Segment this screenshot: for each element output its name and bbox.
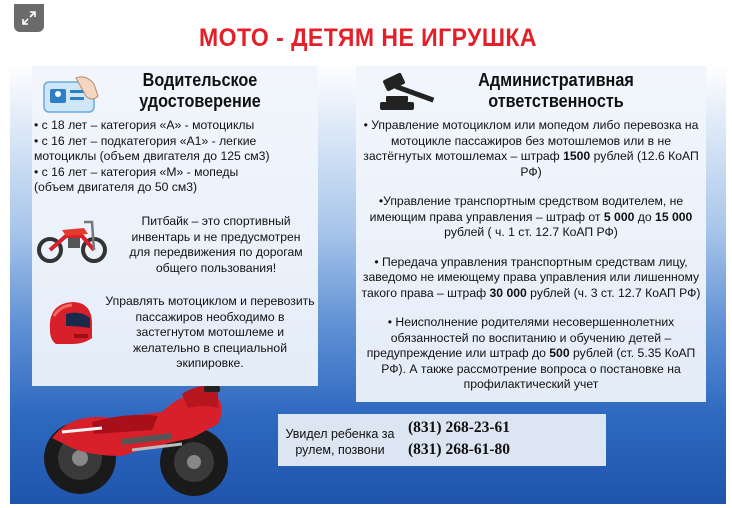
license-panel — [32, 66, 318, 386]
phone-number[interactable]: (831) 268-23-61 — [408, 419, 511, 436]
motorcycle-image — [32, 372, 242, 500]
helmet-line: застегнутом мотошлеме и — [135, 325, 285, 339]
admin-item-2: •Управление транспортным средством водителем, не имеющим права управления – штраф от 5 000 до 15 000 рублей ( ч. 1 ст. 12.7 КоАП РФ) — [369, 194, 693, 239]
license-line: • с 16 лет – категория «М» - мопеды — [34, 164, 239, 179]
pitbike-line: инвентарь и не предусмотрен — [131, 229, 301, 244]
gavel-icon — [378, 70, 440, 114]
helmet-line: пассажиров необходимо в — [135, 309, 285, 324]
phone-number[interactable]: (831) 268-61-80 — [408, 441, 511, 458]
helmet-line: желательно в специальной — [133, 340, 287, 355]
license-line: • с 18 лет – категория «А» - мотоциклы — [34, 118, 255, 132]
admin-item-3: • Передача управления транспортным средствам лицу, заведомо не имеющему права управления или лишенному такого права – штраф 30 000 рублей (ч. 3 ст. 12.7 КоАП РФ) — [361, 254, 701, 300]
license-line: мотоциклы (объем двигателя до 125 см3) — [34, 149, 270, 163]
helmet-image — [44, 296, 96, 350]
helmet-line: экипировке. — [176, 356, 244, 370]
contact-text-line: рулем, позвони — [295, 443, 385, 457]
admin-panel — [356, 66, 706, 402]
pitbike-line: общего пользования! — [155, 260, 277, 275]
helmet-line: Управлять мотоциклом и перевозить — [105, 294, 315, 308]
pitbike-image — [36, 214, 108, 264]
admin-item-1: • Управление мотоциклом или мопедом либо перевозка на мотоцикле пассажиров без мотошлемов или в не застёгнутых мотошлемах – штраф 1500 рублей (12.6 КоАП РФ) — [363, 118, 699, 179]
license-heading-line1: Водительское — [142, 70, 258, 90]
page-title: МОТО - ДЕТЯМ НЕ ИГРУШКА — [198, 24, 538, 52]
admin-heading-line1: Административная — [478, 70, 634, 90]
license-card-icon — [42, 72, 102, 116]
license-line: (объем двигателя до 50 см3) — [34, 180, 198, 194]
license-heading-line2: удостоверение — [139, 91, 261, 111]
pitbike-line: для передвижения по дорогам — [129, 245, 303, 259]
contact-box — [278, 414, 606, 466]
contact-text-line: Увидел ребенка за — [285, 427, 395, 441]
poster — [10, 4, 726, 504]
pitbike-line: Питбайк – это спортивный — [141, 214, 291, 228]
admin-item-4: • Неисполнение родителями несовершеннолетних обязанностей по воспитанию и обучению детей – предупреждение или штраф до 500 рублей (ст. 5.35 КоАП РФ). А также рассмотрение вопроса о постановке на профилактический учет — [366, 315, 696, 391]
admin-heading-line2: ответственность — [488, 91, 624, 111]
expand-icon — [21, 10, 37, 26]
license-line: • с 16 лет – подкатегория «А1» - легкие — [34, 133, 257, 148]
